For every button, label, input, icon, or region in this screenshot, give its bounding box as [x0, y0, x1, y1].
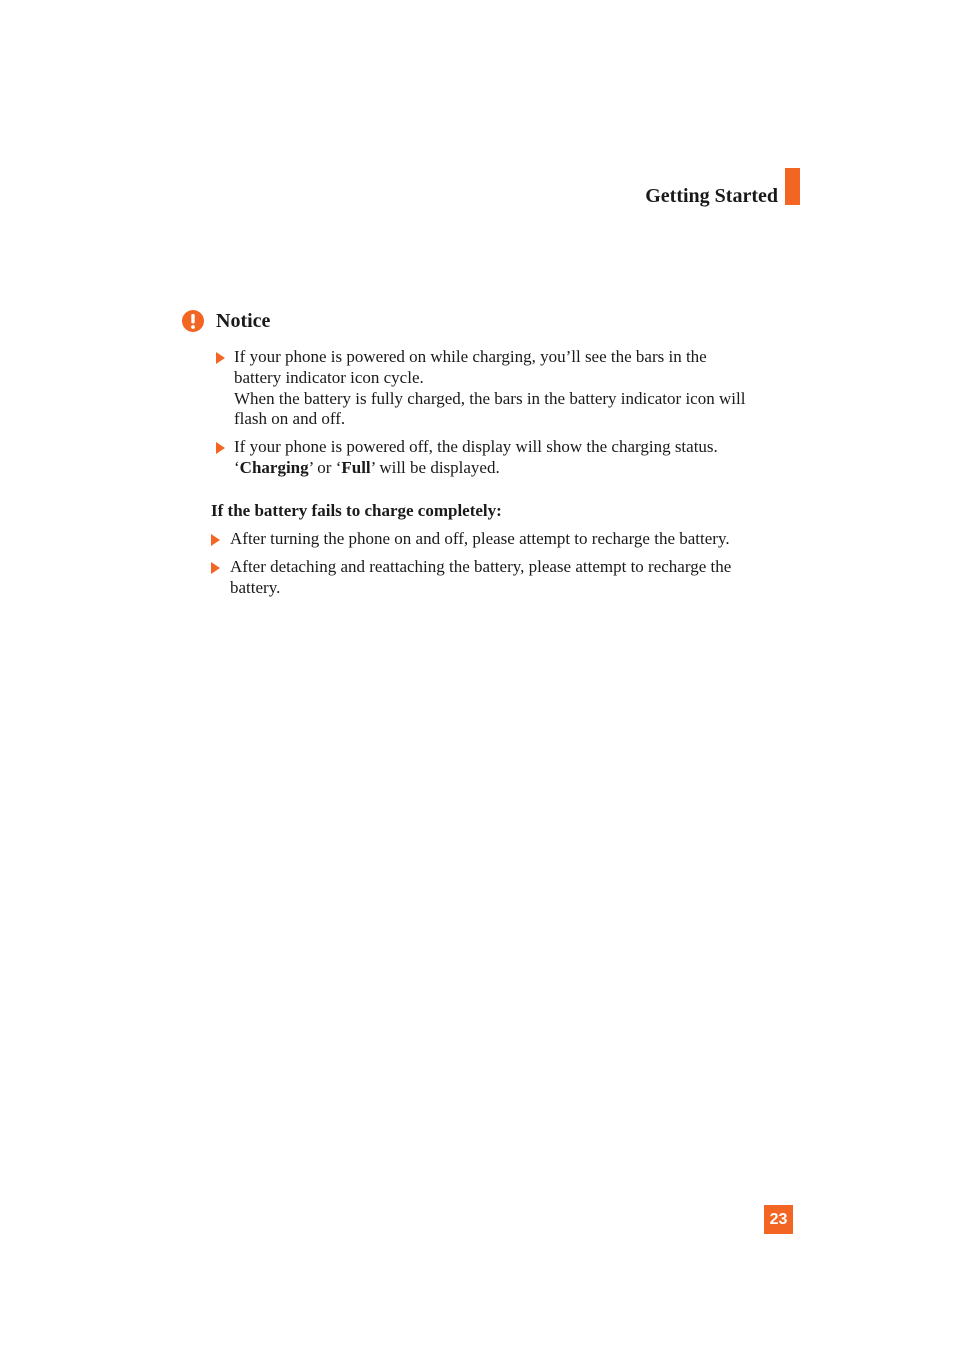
section-tab-marker: [785, 168, 800, 205]
trailing-text: ’ will be displayed.: [370, 457, 500, 477]
exclamation-circle-icon: [182, 310, 204, 332]
battery-fail-heading: If the battery fails to charge completely:: [211, 501, 502, 520]
battery-fail-item-line: battery.: [230, 577, 281, 597]
notice-item-line: battery indicator icon cycle.: [234, 367, 424, 387]
bullet-arrow-icon: [216, 352, 226, 364]
notice-item-line: If your phone is powered on while charging, you’ll see the bars in the: [234, 347, 707, 366]
battery-fail-item-line: After turning the phone on and off, please attempt to recharge the battery.: [230, 529, 730, 548]
battery-fail-item-line: After detaching and reattaching the battery, please attempt to recharge the: [230, 557, 732, 576]
bullet-arrow-icon: [211, 562, 221, 574]
battery-fail-item: [230, 557, 731, 599]
full-label: Full: [341, 457, 371, 477]
notice-item: [234, 347, 745, 430]
connector-text: ’ or ‘: [308, 457, 342, 477]
notice-item-line: flash on and off.: [234, 409, 346, 429]
notice-item-line: [234, 458, 718, 479]
notice-title: Notice: [216, 310, 271, 332]
section-title: Getting Started: [645, 185, 778, 207]
battery-fail-item: [230, 529, 730, 550]
quote-mark: ‘: [234, 457, 240, 477]
notice-item-line: If your phone is powered off, the display will show the charging status.: [234, 437, 718, 456]
bullet-arrow-icon: [211, 534, 221, 546]
notice-item-line: When the battery is fully charged, the bars in the battery indicator icon will: [234, 388, 746, 408]
bullet-arrow-icon: [216, 442, 226, 454]
notice-item: [234, 437, 718, 479]
page-number: 23: [764, 1205, 793, 1234]
charging-label: Charging: [239, 457, 309, 477]
